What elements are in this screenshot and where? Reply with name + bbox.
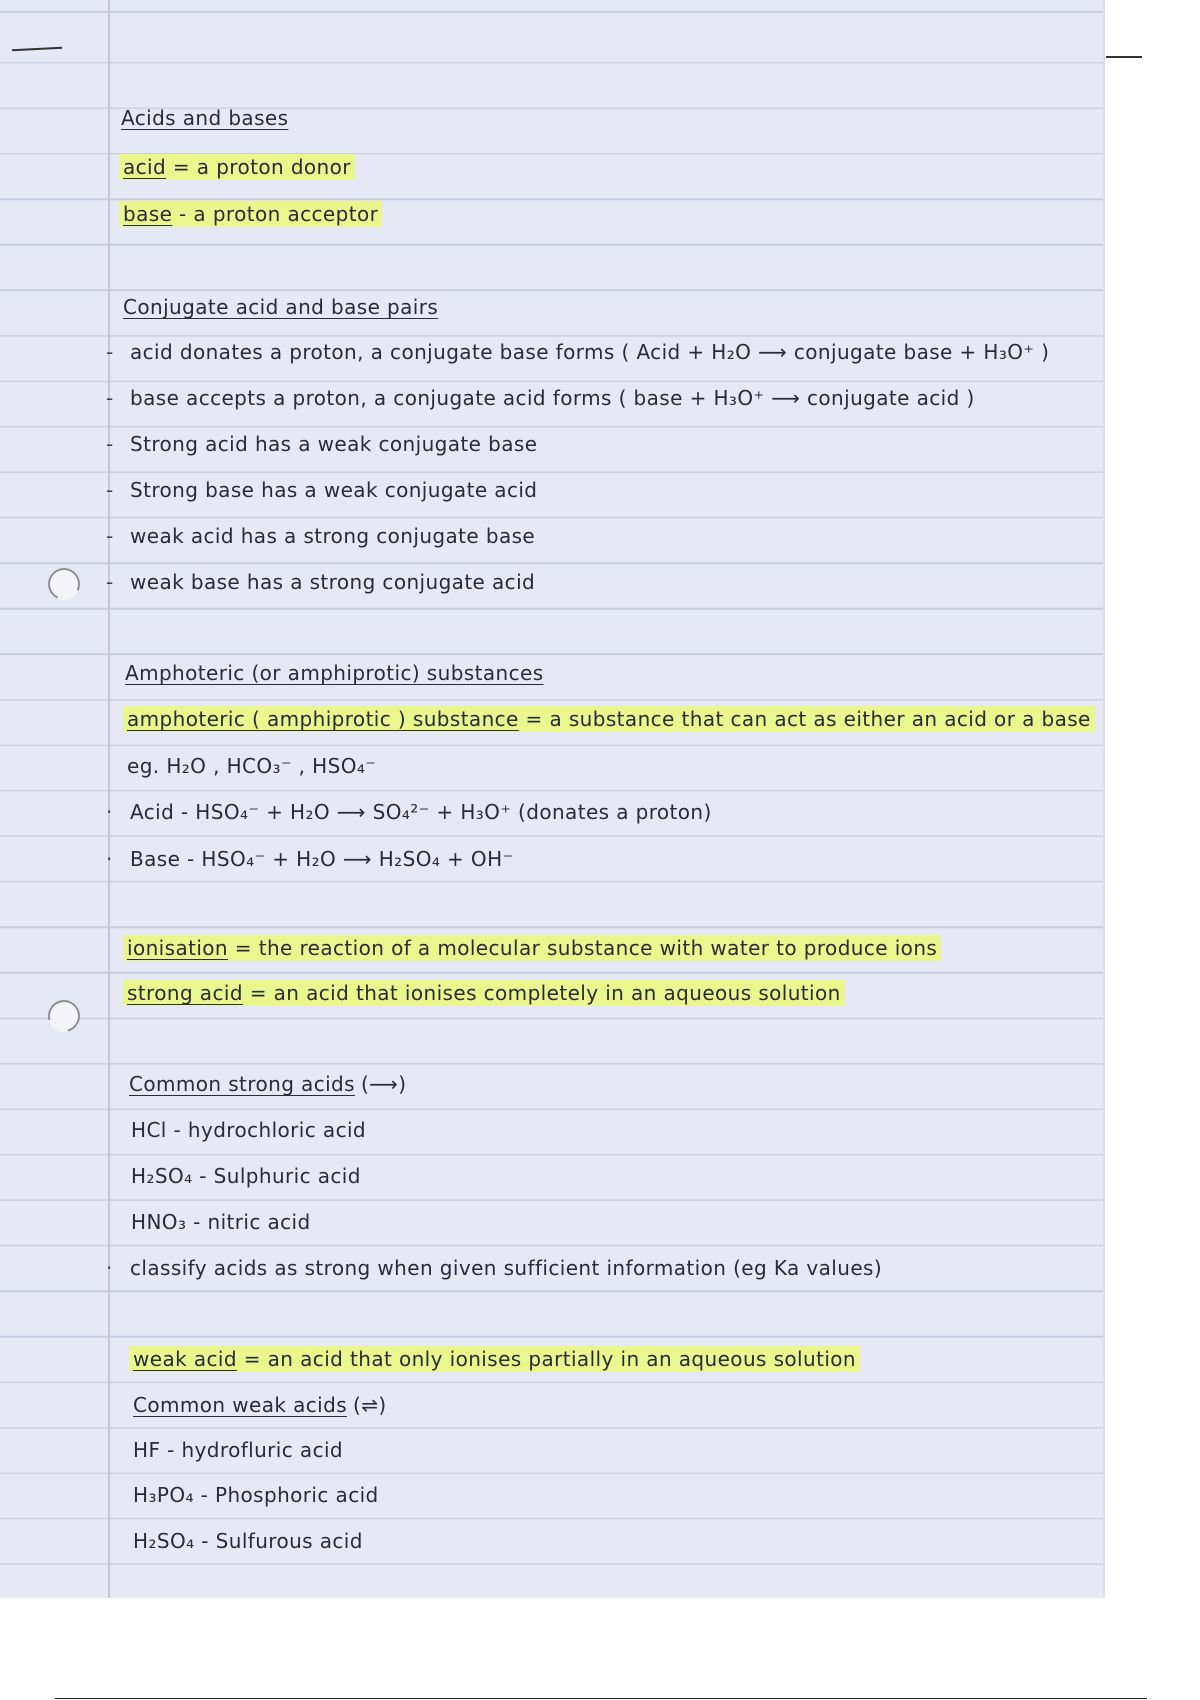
punch-hole	[42, 994, 86, 1038]
acid-term: acid	[123, 155, 167, 179]
heading-text: Common strong acids	[129, 1072, 355, 1096]
amphoteric-definition	[123, 707, 1095, 731]
strong-acid-highlight	[123, 980, 845, 1006]
weak-acid-highlight	[129, 1346, 860, 1372]
amphoteric-highlight	[123, 706, 1095, 732]
heading-acids-and-bases	[121, 106, 288, 130]
weak-acid-term: weak acid	[133, 1347, 237, 1371]
amphoteric-examples	[127, 754, 376, 778]
margin-dash	[1106, 56, 1142, 58]
amphoteric-base-reaction: · Base - HSO₄⁻ + H₂O ⟶ H₂SO₄ + OH⁻	[106, 847, 514, 871]
bullet-text: weak base has a strong conjugate acid	[130, 570, 536, 594]
bullet-text: base accepts a proton, a conjugate acid forms ( base + H₃O⁺ ⟶ conjugate acid )	[130, 386, 975, 410]
bullet-text: acid donates a proton, a conjugate base forms ( Acid + H₂O ⟶ conjugate base + H₃O⁺ )	[130, 340, 1050, 364]
strong-acid-term: strong acid	[127, 981, 243, 1005]
base-definition-highlight	[119, 201, 382, 227]
acid-def-text: = a proton donor	[172, 155, 351, 179]
bullet-text: Strong acid has a weak conjugate base	[130, 432, 538, 456]
heading-text: Conjugate acid and base pairs	[123, 295, 439, 319]
conjugate-bullet: - Strong acid has a weak conjugate base	[106, 432, 538, 456]
heading-text: Acids and bases	[121, 106, 289, 130]
reaction-text: Base - HSO₄⁻ + H₂O ⟶ H₂SO₄ + OH⁻	[130, 847, 514, 871]
equilibrium-arrow-icon: (⇌)	[353, 1393, 387, 1417]
bottom-rule	[55, 1698, 1147, 1699]
classify-bullet: · classify acids as strong when given sufficient information (eg Ka values)	[106, 1256, 883, 1280]
bullet-text: weak acid has a strong conjugate base	[130, 524, 536, 548]
ionisation-def-text: = the reaction of a molecular substance with water to produce ions	[234, 936, 938, 960]
ionisation-highlight	[123, 935, 941, 961]
strong-acid-definition	[123, 981, 845, 1005]
bullet-text: Strong base has a weak conjugate acid	[130, 478, 538, 502]
item-text: HCl - hydrochloric acid	[131, 1118, 367, 1142]
amphoteric-term: amphoteric ( amphiprotic ) substance	[127, 707, 519, 731]
reaction-text: Acid - HSO₄⁻ + H₂O ⟶ SO₄²⁻ + H₃O⁺ (donates a proton)	[130, 800, 712, 824]
amphoteric-def-text: = a substance that can act as either an acid or a base	[525, 707, 1091, 731]
strong-acid-item	[131, 1164, 361, 1188]
conjugate-bullet: - acid donates a proton, a conjugate base forms ( Acid + H₂O ⟶ conjugate base + H₃O⁺ )	[106, 340, 1050, 364]
weak-acid-item	[133, 1529, 363, 1553]
item-text: H₃PO₄ - Phosphoric acid	[133, 1483, 379, 1507]
heading-amphoteric	[125, 661, 544, 685]
item-text: H₂SO₄ - Sulfurous acid	[133, 1529, 363, 1553]
conjugate-bullet: - weak base has a strong conjugate acid	[106, 570, 536, 594]
acid-definition	[119, 155, 355, 179]
forward-arrow-icon: (⟶)	[360, 1072, 407, 1096]
item-text: HF - hydrofluric acid	[133, 1438, 344, 1462]
weak-acid-item	[133, 1438, 343, 1462]
heading-conjugate-pairs	[123, 295, 438, 319]
strong-acid-def-text: = an acid that ionises completely in an aqueous solution	[249, 981, 841, 1005]
amphoteric-acid-reaction: · Acid - HSO₄⁻ + H₂O ⟶ SO₄²⁻ + H₃O⁺ (donates a proton)	[106, 800, 712, 824]
strong-acid-item	[131, 1118, 366, 1142]
margin-line	[108, 0, 110, 1598]
weak-acid-item	[133, 1483, 379, 1507]
base-term: base	[123, 202, 173, 226]
conjugate-bullet: - base accepts a proton, a conjugate acid forms ( base + H₃O⁺ ⟶ conjugate acid )	[106, 386, 975, 410]
heading-common-weak-acids	[133, 1393, 387, 1417]
weak-acid-definition	[129, 1347, 860, 1371]
base-def-text: - a proton acceptor	[179, 202, 379, 226]
punch-hole	[43, 563, 84, 604]
ionisation-definition	[123, 936, 941, 960]
heading-text: Amphoteric (or amphiprotic) substances	[125, 661, 544, 685]
conjugate-bullet: - weak acid has a strong conjugate base	[106, 524, 536, 548]
strong-acid-item	[131, 1210, 311, 1234]
base-definition	[119, 202, 382, 226]
bullet-text: classify acids as strong when given sufficient information (eg Ka values)	[130, 1256, 883, 1280]
heading-common-strong-acids	[129, 1072, 406, 1096]
heading-text: Common weak acids	[133, 1393, 348, 1417]
item-text: HNO₃ - nitric acid	[131, 1210, 311, 1234]
ionisation-term: ionisation	[127, 936, 229, 960]
example-text: eg. H₂O , HCO₃⁻ , HSO₄⁻	[127, 754, 377, 778]
item-text: H₂SO₄ - Sulphuric acid	[131, 1164, 361, 1188]
conjugate-bullet: - Strong base has a weak conjugate acid	[106, 478, 538, 502]
weak-acid-def-text: = an acid that only ionises partially in an aqueous solution	[243, 1347, 856, 1371]
acid-definition-highlight	[119, 154, 355, 180]
